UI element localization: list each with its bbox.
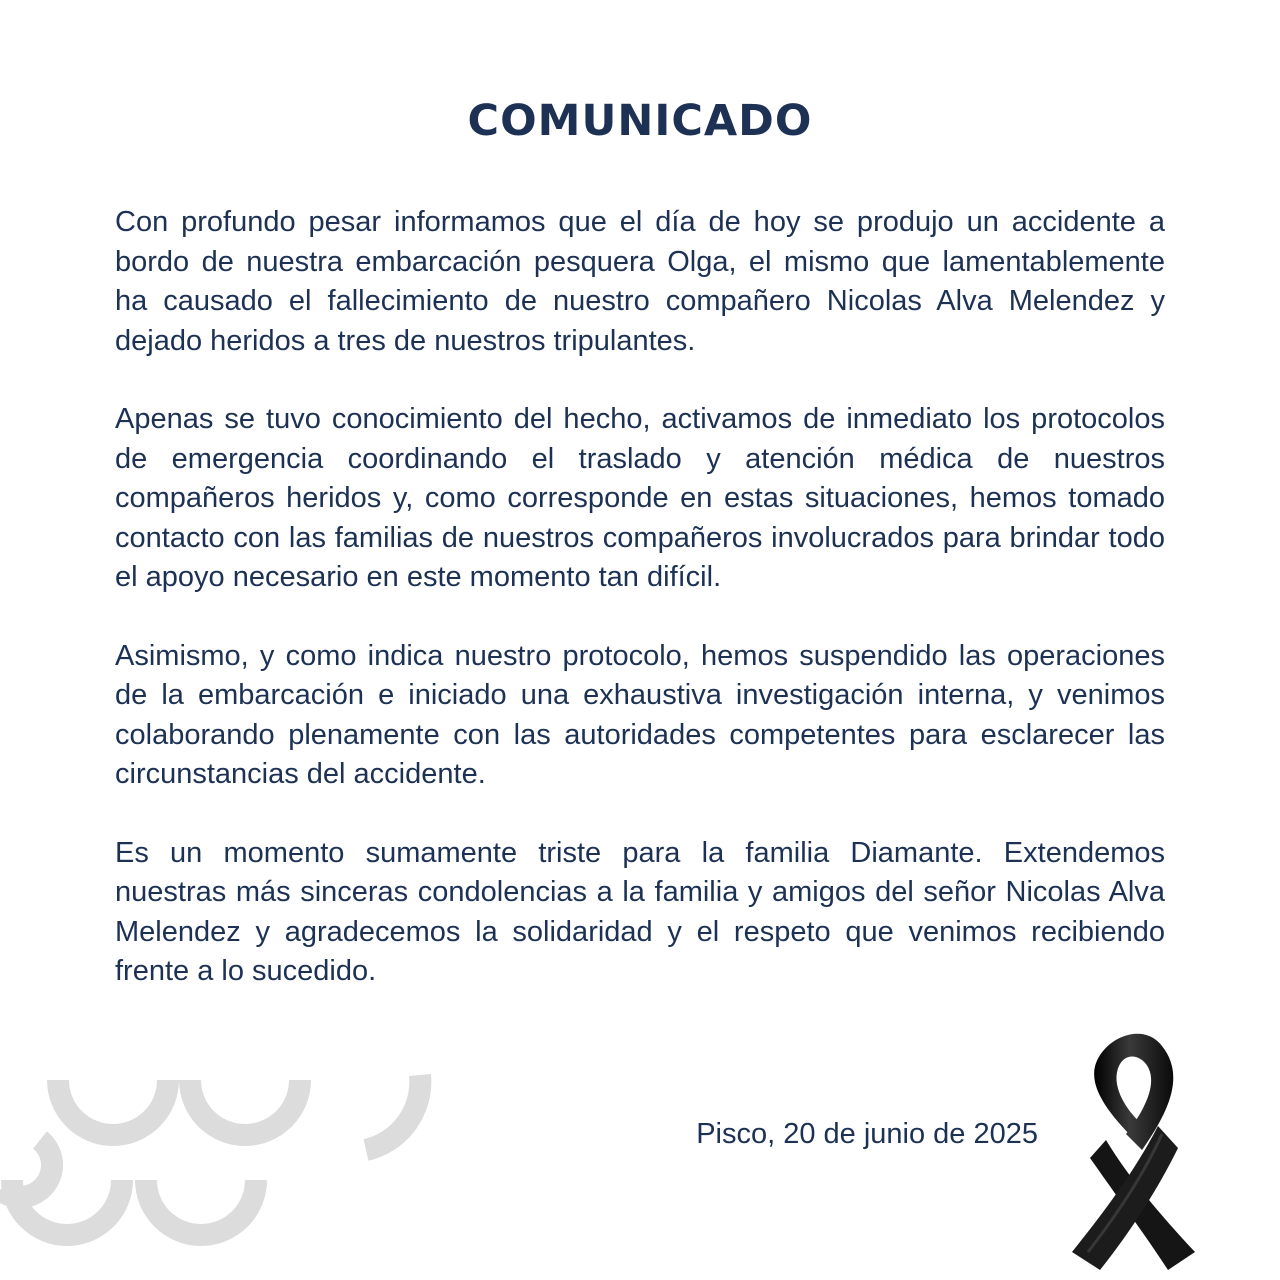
place-and-date: Pisco, 20 de junio de 2025 [696,1118,1038,1150]
statement-body [115,203,1165,1031]
paragraph-emergency-response: Apenas se tuvo conocimiento del hecho, activamos de inmediato los protocolos de emergencia coordinando el traslado y atención médica de nuestros compañeros heridos y, como corresponde en estas situaciones, hemos tomado contacto con las familias de nuestros compañeros involucrados para brindar todo el apoyo necesario en este momento tan difícil. [115,403,1165,593]
black-mourning-ribbon-icon [1050,1030,1220,1270]
paragraph-investigation: Asimismo, y como indica nuestro protocolo, hemos suspendido las operaciones de la embarcación e iniciado una exhaustiva investigación interna, y venimos colaborando plenamente con las autoridades competentes para esclarecer las circunstancias del accidente. [115,639,1165,790]
paragraph-accident: Con profundo pesar informamos que el día de hoy se produjo un accidente a bordo de nuestra embarcación pesquera Olga, el mismo que lamentablemente ha causado el fallecimiento de nuestro compañero Nicolas Alva Melendez y dejado heridos a tres de nuestros tripulantes. [115,206,1165,357]
paragraph-condolences: Es un momento sumamente triste para la familia Diamante. Extendemos nuestras más sinceras condolencias a la familia y amigos del señor Nicolas Alva Melendez y agradecemos la solidaridad y el respeto que venimos recibiendo frente a lo sucedido. [115,836,1165,987]
statement-title: COMUNICADO [467,96,813,146]
wave-pattern-icon [0,1040,460,1250]
